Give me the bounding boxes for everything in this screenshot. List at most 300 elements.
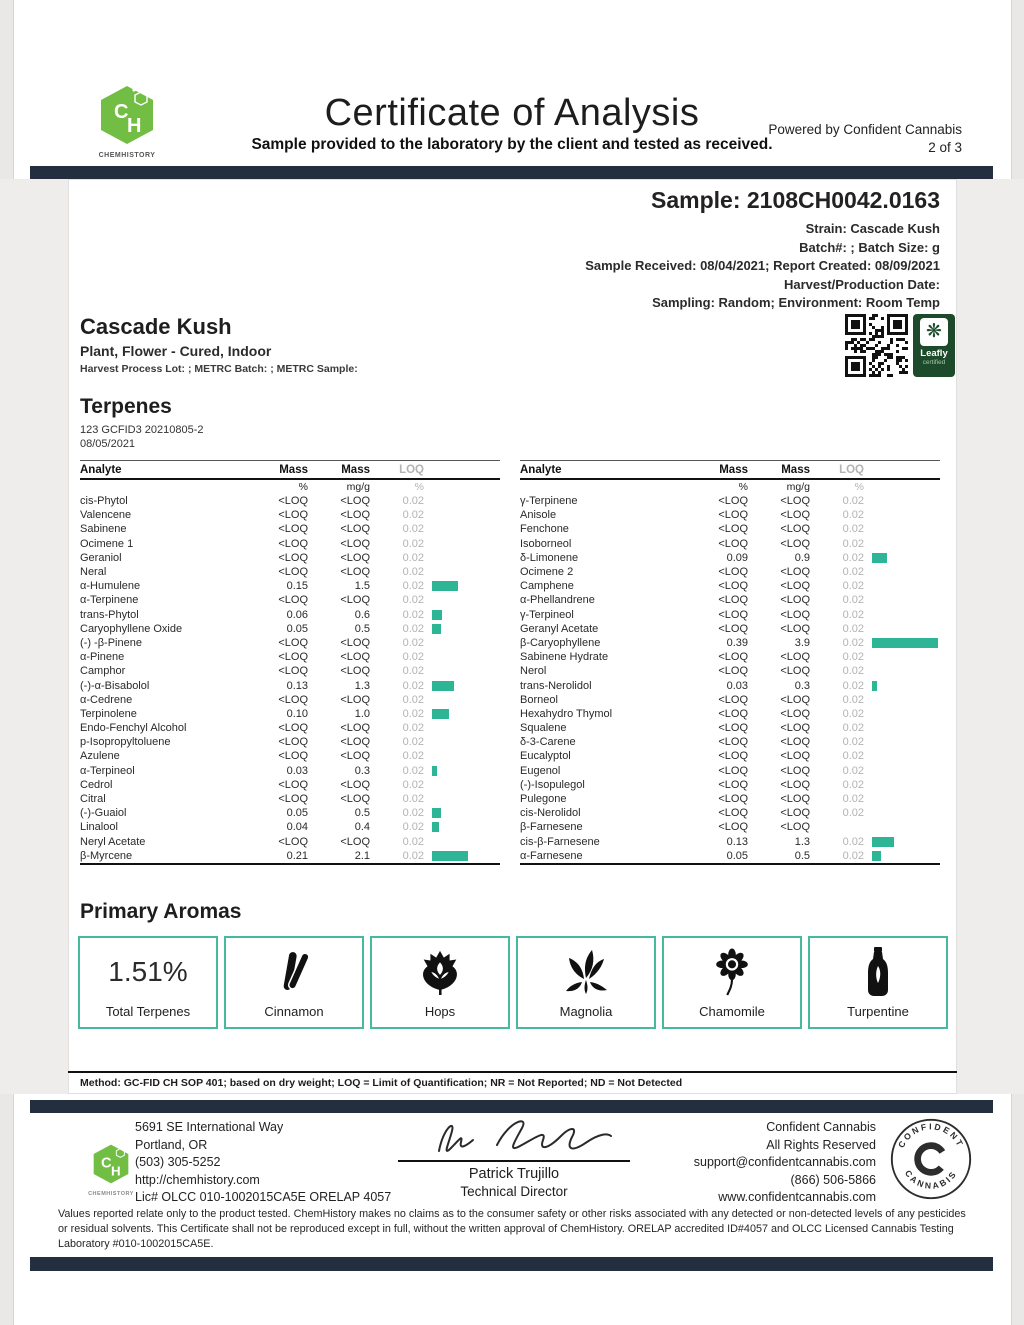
analyte-name: cis-β-Farnesene [520, 835, 600, 848]
total-terpenes-card [78, 936, 218, 1029]
certificate-subtitle: Sample provided to the laboratory by the client and tested as received. [251, 136, 773, 153]
mass-pct-value: 0.09 [726, 551, 748, 564]
product-meta: Harvest Process Lot: ; METRC Batch: ; METRC Sample: [80, 363, 358, 375]
turpentine-icon [810, 946, 946, 998]
terpenes-run-date: 08/05/2021 [80, 438, 136, 450]
analyte-name: Camphor [80, 665, 126, 678]
hops-icon [372, 946, 508, 998]
aroma-card-turpentine [808, 936, 948, 1029]
mass-pct-value: <LOQ [718, 807, 748, 820]
mass-pct-value: 0.03 [726, 679, 748, 692]
aroma-label: Hops [424, 1004, 456, 1019]
mass-pct-value: 0.13 [286, 679, 308, 692]
mass-mgg-value: <LOQ [340, 750, 370, 763]
loq-value: 0.02 [842, 509, 864, 522]
sample-harvest-date: Harvest/Production Date: [783, 276, 940, 292]
mass-pct-value: <LOQ [278, 793, 308, 806]
analyte-name: δ-3-Carene [520, 736, 576, 749]
svg-text:C: C [101, 1155, 112, 1172]
col-mass-pct: Mass [719, 463, 748, 476]
mass-mgg-value: 1.5 [354, 580, 370, 593]
signature-image [425, 1113, 615, 1161]
terpene-row [520, 721, 940, 735]
leafly-title: Leafly [920, 348, 948, 359]
mass-mgg-value: <LOQ [340, 566, 370, 579]
leafly-certified-badge [913, 314, 955, 377]
analyte-name: α-Humulene [80, 580, 141, 593]
analyte-name: trans-Nerolidol [520, 679, 592, 692]
terpene-row [80, 494, 500, 508]
loq-value: 0.02 [402, 778, 424, 791]
svg-text:C: C [114, 101, 129, 123]
mass-mgg-value: <LOQ [780, 807, 810, 820]
loq-value: 0.02 [842, 523, 864, 536]
mass-pct-value: <LOQ [718, 750, 748, 763]
cinnamon-icon [226, 946, 362, 998]
cc-rights: All Rights Reserved [766, 1137, 876, 1152]
analyte-name: Eugenol [520, 764, 561, 777]
mass-pct-value: <LOQ [278, 722, 308, 735]
terpene-row [520, 593, 940, 607]
terpene-row [520, 820, 940, 834]
terpene-row [520, 650, 940, 664]
mass-pct-value: 0.13 [726, 835, 748, 848]
terpene-row [80, 593, 500, 607]
mass-bar-cell [864, 553, 940, 563]
mass-mgg-value: <LOQ [340, 594, 370, 607]
mass-bar-cell [424, 766, 500, 776]
terpene-row [520, 522, 940, 536]
cc-name: Confident Cannabis [766, 1120, 876, 1134]
analyte-name: Caryophyllene Oxide [80, 622, 183, 635]
terpene-row [80, 579, 500, 593]
mass-mgg-value: 0.5 [354, 622, 370, 635]
mass-pct-value: 0.05 [286, 622, 308, 635]
terpene-row [520, 693, 940, 707]
mass-mgg-value: <LOQ [780, 594, 810, 607]
loq-value: 0.02 [842, 622, 864, 635]
col-mass-mgg: Mass [781, 463, 810, 476]
total-terpenes-value: 1.51% [108, 956, 188, 987]
analyte-name: p-Isopropyltoluene [80, 736, 171, 749]
cc-email: support@confidentcannabis.com [693, 1155, 876, 1169]
mass-pct-value: <LOQ [278, 651, 308, 664]
terpene-row [520, 764, 940, 778]
loq-value: 0.02 [402, 821, 424, 834]
mass-bar [432, 808, 441, 818]
terpene-row [520, 778, 940, 792]
mass-pct-value: <LOQ [278, 594, 308, 607]
loq-value: 0.02 [402, 722, 424, 735]
chemhistory-footer-logo [85, 1143, 137, 1197]
mass-mgg-value: <LOQ [780, 495, 810, 508]
svg-text:CANNABIS: CANNABIS [902, 1168, 960, 1191]
terpene-row [520, 735, 940, 749]
product-type: Plant, Flower - Cured, Indoor [80, 343, 272, 359]
mass-mgg-value: <LOQ [780, 707, 810, 720]
chemhistory-hexagon-icon [91, 1143, 131, 1185]
sample-id: Sample: 2108CH0042.0163 [651, 187, 940, 213]
loq-value: 0.02 [402, 764, 424, 777]
mass-mgg-value: <LOQ [780, 764, 810, 777]
lab-address-line1: 5691 SE International Way [135, 1120, 284, 1134]
mass-pct-value: <LOQ [718, 722, 748, 735]
mass-pct-value: <LOQ [718, 821, 748, 834]
terpene-row [80, 721, 500, 735]
col-loq: LOQ [399, 463, 424, 476]
page-number: 2 of 3 [928, 140, 962, 155]
analyte-name: Hexahydro Thymol [520, 707, 613, 720]
terpene-row [520, 551, 940, 565]
confident-cannabis-stamp-icon [888, 1116, 974, 1202]
loq-value: 0.02 [402, 622, 424, 635]
col-analyte: Analyte [80, 463, 122, 476]
sample-dates: Sample Received: 08/04/2021; Report Created: 08/09/2021 [585, 258, 940, 273]
mass-pct-value: <LOQ [718, 793, 748, 806]
mass-pct-value: <LOQ [718, 608, 748, 621]
loq-value: 0.02 [402, 537, 424, 550]
analyte-name: trans-Phytol [80, 608, 139, 621]
mass-bar-cell [864, 851, 940, 861]
lab-address-block [135, 1119, 391, 1207]
terpene-table-left [80, 460, 500, 865]
loq-value: 0.02 [402, 594, 424, 607]
aroma-label: Cinnamon [264, 1004, 324, 1019]
aroma-card-cinnamon [224, 936, 364, 1029]
mass-mgg-value: <LOQ [780, 651, 810, 664]
sample-info-block [585, 187, 940, 313]
svg-text:H: H [111, 1163, 121, 1179]
certificate-title: Certificate of Analysis [324, 92, 700, 134]
terpenes-title: Terpenes [80, 395, 172, 418]
terpene-row [80, 537, 500, 551]
powered-by-text: Powered by Confident Cannabis [768, 122, 962, 137]
mass-bar [432, 851, 468, 861]
loq-value: 0.02 [402, 793, 424, 806]
mass-bar-cell [864, 638, 940, 648]
terpene-row [80, 608, 500, 622]
terpene-row [520, 664, 940, 678]
terpene-row [80, 650, 500, 664]
mass-pct-value: 0.15 [286, 580, 308, 593]
mass-bar-cell [424, 851, 500, 861]
mass-pct-value: <LOQ [278, 693, 308, 706]
terpene-row [80, 835, 500, 849]
mass-bar-cell [424, 808, 500, 818]
mass-mgg-value: 0.3 [794, 679, 810, 692]
analyte-name: cis-Nerolidol [520, 807, 581, 820]
mass-mgg-value: 2.1 [354, 849, 370, 862]
mass-pct-value: <LOQ [718, 707, 748, 720]
mass-bar [872, 681, 877, 691]
sample-environment: Sampling: Random; Environment: Room Temp [652, 295, 940, 310]
mass-pct-value: <LOQ [278, 750, 308, 763]
analyte-name: Fenchone [520, 523, 569, 536]
confident-cannabis-block [694, 1119, 876, 1207]
aroma-label: Magnolia [559, 1004, 613, 1019]
mass-mgg-value: <LOQ [340, 778, 370, 791]
analyte-name: α-Phellandrene [520, 594, 595, 607]
loq-value: 0.02 [842, 707, 864, 720]
loq-value: 0.02 [842, 807, 864, 820]
analyte-name: (-)-Guaiol [80, 807, 127, 820]
table-units [520, 480, 940, 494]
terpene-row [520, 565, 940, 579]
mass-pct-value: <LOQ [278, 736, 308, 749]
mass-mgg-value: <LOQ [780, 622, 810, 635]
analyte-name: Geraniol [80, 551, 122, 564]
leafly-subtitle: certified [922, 359, 946, 366]
mass-mgg-value: <LOQ [340, 509, 370, 522]
mass-mgg-value: <LOQ [780, 750, 810, 763]
loq-value: 0.02 [402, 636, 424, 649]
terpene-row [80, 636, 500, 650]
unit-loq: % [854, 481, 864, 493]
mass-pct-value: <LOQ [718, 693, 748, 706]
mass-pct-value: <LOQ [278, 495, 308, 508]
mass-mgg-value: 0.4 [354, 821, 370, 834]
mass-pct-value: <LOQ [278, 566, 308, 579]
terpene-row [520, 749, 940, 763]
mass-pct-value: <LOQ [718, 537, 748, 550]
sample-batch: Batch#: ; Batch Size: g [799, 239, 940, 255]
col-analyte: Analyte [520, 463, 562, 476]
loq-value: 0.02 [842, 495, 864, 508]
mass-bar [872, 851, 881, 861]
loq-value: 0.02 [842, 651, 864, 664]
aroma-label: Chamomile [699, 1004, 765, 1019]
loq-value: 0.02 [842, 665, 864, 678]
mass-bar [432, 610, 442, 620]
analyte-name: α-Terpineol [80, 764, 135, 777]
lab-license: Lic# OLCC 010-1002015CA5E ORELAP 4057 [135, 1190, 392, 1204]
analyte-name: Valencene [80, 509, 132, 522]
qr-code [845, 314, 908, 377]
terpene-row [80, 820, 500, 834]
mass-mgg-value: 0.5 [794, 849, 810, 862]
mass-bar [432, 822, 439, 832]
terpene-row [80, 806, 500, 820]
mass-mgg-value: <LOQ [780, 580, 810, 593]
mass-mgg-value: <LOQ [340, 551, 370, 564]
col-mass-pct: Mass [279, 463, 308, 476]
terpene-row [520, 707, 940, 721]
mass-mgg-value: 0.3 [354, 764, 370, 777]
terpene-row [80, 693, 500, 707]
terpene-row [520, 622, 940, 636]
loq-value: 0.02 [402, 750, 424, 763]
mass-mgg-value: 0.9 [794, 551, 810, 564]
terpene-row [520, 835, 940, 849]
terpene-row [520, 608, 940, 622]
mass-mgg-value: <LOQ [780, 778, 810, 791]
mass-mgg-value: 1.3 [794, 835, 810, 848]
mass-bar-cell [424, 709, 500, 719]
divider-bar-bottom [30, 1257, 993, 1271]
analyte-name: β-Farnesene [520, 821, 583, 834]
leafly-starburst-icon: ❋ [920, 318, 948, 346]
mass-mgg-value: <LOQ [340, 665, 370, 678]
analyte-name: Ocimene 1 [80, 537, 134, 550]
analyte-name: Anisole [520, 509, 557, 522]
terpene-row [80, 764, 500, 778]
terpene-row [520, 806, 940, 820]
terpene-row [80, 749, 500, 763]
loq-value: 0.02 [402, 679, 424, 692]
lab-address-line2: Portland, OR [135, 1137, 208, 1152]
unit-mgg: mg/g [786, 481, 810, 493]
mass-pct-value: <LOQ [718, 764, 748, 777]
analyte-name: Nerol [520, 665, 547, 678]
analyte-name: α-Pinene [80, 651, 125, 664]
terpene-row [80, 522, 500, 536]
loq-value: 0.02 [842, 679, 864, 692]
loq-value: 0.02 [842, 594, 864, 607]
signer-title: Technical Director [460, 1184, 568, 1199]
mass-mgg-value: <LOQ [340, 523, 370, 536]
svg-text:CONFIDENT: CONFIDENT [895, 1121, 967, 1150]
disclaimer-text: Values reported relate only to the product tested. ChemHistory makes no claims as to the consumer safety or other risks associated with any detected or non-detected levels of any pesticides or residual solvents. This Certificate shall not be reproduced except in full, without the written approval of ChemHistory. ORELAP accredited ID#4057 and OLCC Licensed Cannabis Testing Laboratory #010-1002015CA5E. [58, 1208, 966, 1250]
chemhistory-brand-text: CHEMHISTORY [98, 152, 156, 159]
mass-bar [872, 837, 894, 847]
sample-strain: Strain: Cascade Kush [805, 221, 940, 236]
mass-mgg-value: <LOQ [340, 636, 370, 649]
mass-pct-value: <LOQ [718, 778, 748, 791]
mass-bar [432, 681, 454, 691]
mass-pct-value: 0.21 [286, 849, 308, 862]
terpene-row [80, 664, 500, 678]
unit-mgg: mg/g [346, 481, 370, 493]
lab-website: http://chemhistory.com [135, 1172, 260, 1187]
terpene-row [520, 508, 940, 522]
loq-value: 0.02 [842, 636, 864, 649]
mass-pct-value: <LOQ [718, 622, 748, 635]
loq-value: 0.02 [842, 835, 864, 848]
signature-line [398, 1160, 630, 1162]
mass-pct-value: 0.10 [286, 707, 308, 720]
loq-value: 0.02 [402, 736, 424, 749]
analyte-name: (-)-Isopulegol [520, 778, 585, 791]
total-terpenes-label: Total Terpenes [105, 1004, 191, 1019]
aroma-card-hops [370, 936, 510, 1029]
loq-value: 0.02 [842, 580, 864, 593]
cc-phone: (866) 506-5866 [790, 1172, 876, 1187]
signer-name: Patrick Trujillo [468, 1166, 560, 1182]
mass-bar [872, 553, 887, 563]
mass-mgg-value: <LOQ [780, 821, 810, 834]
loq-value: 0.02 [402, 495, 424, 508]
col-mass-mgg: Mass [341, 463, 370, 476]
loq-value: 0.02 [842, 608, 864, 621]
mass-pct-value: <LOQ [718, 495, 748, 508]
analyte-name: Citral [80, 793, 106, 806]
terpene-row [520, 792, 940, 806]
analyte-name: Ocimene 2 [520, 566, 574, 579]
unit-pct: % [738, 481, 748, 493]
mass-bar-cell [424, 610, 500, 620]
loq-value: 0.02 [402, 665, 424, 678]
mass-pct-value: <LOQ [278, 835, 308, 848]
analyte-name: Neryl Acetate [80, 835, 146, 848]
mass-mgg-value: <LOQ [340, 835, 370, 848]
analyte-name: (-)-α-Bisabolol [80, 679, 150, 692]
mass-pct-value: 0.05 [286, 807, 308, 820]
analyte-name: Squalene [520, 722, 567, 735]
terpene-row [80, 678, 500, 692]
mass-pct-value: <LOQ [278, 778, 308, 791]
mass-bar [432, 766, 437, 776]
loq-value: 0.02 [842, 750, 864, 763]
loq-value: 0.02 [402, 580, 424, 593]
method-strip [68, 1071, 957, 1089]
analyte-name: Sabinene Hydrate [520, 651, 609, 664]
analyte-name: Geranyl Acetate [520, 622, 599, 635]
aroma-card-magnolia [516, 936, 656, 1029]
analyte-name: α-Terpinene [80, 594, 139, 607]
mass-mgg-value: <LOQ [780, 537, 810, 550]
analyte-name: cis-Phytol [80, 495, 128, 508]
aroma-label: Turpentine [847, 1004, 909, 1019]
mass-mgg-value: <LOQ [340, 722, 370, 735]
terpene-row [520, 537, 940, 551]
product-name: Cascade Kush [80, 314, 232, 339]
loq-value: 0.02 [842, 736, 864, 749]
mass-mgg-value: <LOQ [340, 736, 370, 749]
analyte-name: α-Cedrene [80, 693, 133, 706]
magnolia-icon [518, 946, 654, 998]
mass-bar-cell [864, 681, 940, 691]
loq-value: 0.02 [842, 566, 864, 579]
mass-mgg-value: 1.0 [354, 707, 370, 720]
loq-value: 0.02 [402, 849, 424, 862]
mass-bar [432, 709, 449, 719]
loq-value: 0.02 [402, 551, 424, 564]
loq-value: 0.02 [842, 693, 864, 706]
loq-value: 0.02 [402, 807, 424, 820]
mass-pct-value: <LOQ [718, 594, 748, 607]
divider-bar-top [30, 166, 993, 179]
loq-value: 0.02 [402, 523, 424, 536]
mass-mgg-value: <LOQ [780, 509, 810, 522]
terpene-row [80, 735, 500, 749]
loq-value: 0.02 [842, 849, 864, 862]
mass-mgg-value: <LOQ [780, 608, 810, 621]
unit-pct: % [298, 481, 308, 493]
chemhistory-footer-brand: CHEMHISTORY [88, 1191, 134, 1197]
table-body-left [80, 494, 500, 863]
lab-phone: (503) 305-5252 [135, 1155, 221, 1169]
loq-value: 0.02 [402, 707, 424, 720]
col-loq: LOQ [839, 463, 864, 476]
analyte-name: Cedrol [80, 778, 113, 791]
mass-bar-cell [424, 681, 500, 691]
analyte-name: Sabinene [80, 523, 127, 536]
analyte-name: β-Myrcene [80, 849, 133, 862]
unit-loq: % [414, 481, 424, 493]
mass-pct-value: <LOQ [718, 736, 748, 749]
analyte-name: Linalool [80, 821, 118, 834]
mass-pct-value: <LOQ [718, 523, 748, 536]
mass-pct-value: 0.04 [286, 821, 308, 834]
analyte-name: Borneol [520, 693, 558, 706]
mass-mgg-value: <LOQ [340, 495, 370, 508]
analyte-name: Camphene [520, 580, 574, 593]
analyte-name: Eucalyptol [520, 750, 571, 763]
aroma-card-chamomile [662, 936, 802, 1029]
mass-pct-value: 0.39 [726, 636, 748, 649]
loq-value: 0.02 [842, 778, 864, 791]
analyte-name: Endo-Fenchyl Alcohol [80, 722, 187, 735]
